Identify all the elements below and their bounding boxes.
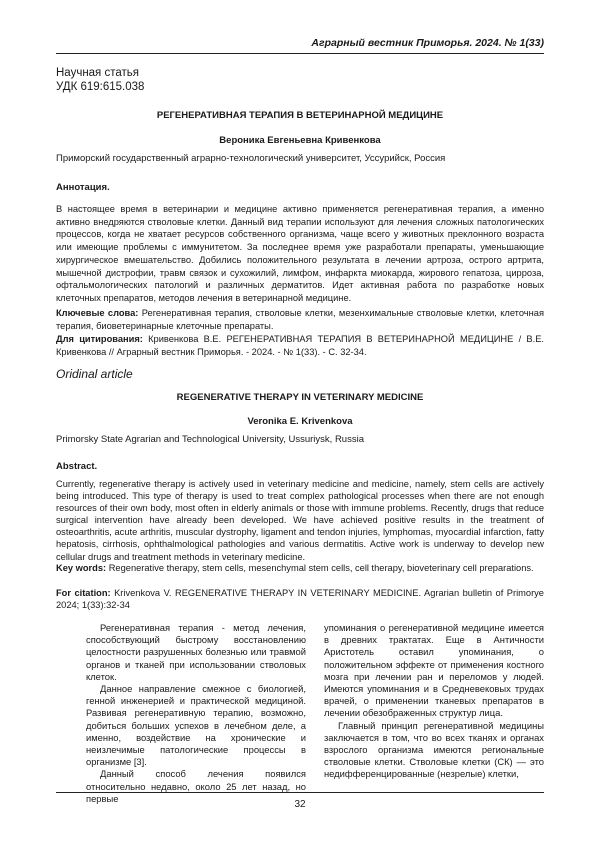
author-en: Veronika E. Krivenkova: [247, 416, 353, 427]
author-ru: Вероника Евгеньевна Кривенкова: [219, 135, 381, 146]
footer-rule: [56, 792, 544, 793]
abstract-ru: В настоящее время в ветеринарии и медицине активно применяется регенеративная терапия, а именно активно внедряются стволовые клетки. Данный вид терапии используют для лечения сложных патологических процессов, когда не хватает ресурсов собственного организма, чаще всего у животных преклонного возраста или имеющие проблемы с иммунитетом. За последнее время уже разработали препараты, уменьшающие хирургическое вмешательство. Добились положительного результата в лечении артроза, острого артрита, мышечной дистрофии, травм связок и сухожилий, лимфом, инфаркта миокарда, жирового гепатоза, цирроза, офтальмологических патологий и различных дерматитов. Идет активная работа по разработке новых клеточных препаратов, методов лечения в ветеринарной медицине.: [56, 204, 544, 303]
article-type-en: Oridinal article: [56, 367, 133, 381]
body-paragraph: Главный принцип регенеративной медицины заключается в том, что во всех тканях и органах взрослого организма имеются региональные стволовые клетки. Стволовые клетки (СК) — это недифференцированные (незрелые) клетки,: [324, 719, 544, 780]
running-header: Аграрный вестник Приморья. 2024. № 1(33): [311, 37, 544, 49]
citation-text-en: Krivenkova V. REGENERATIVE THERAPY IN VETERINARY MEDICINE. Agrarian bulletin of Primorye 2024; 1(33):32-34: [56, 588, 544, 611]
keywords-ru: [56, 307, 544, 332]
keywords-en: [56, 562, 544, 574]
body-column-right: [324, 622, 544, 805]
body-paragraph: упоминания о регенеративной медицине имеется в древних трактатах. Еще в Античности Аристотель оставил упоминания, о положительном эффекте от применения костного мозга при лечении ран и переломов у людей. Имеются упоминания и в Средневековых трудах врачей, о применении тканевых препаратов в лечении обезображенных структур лица.: [324, 622, 544, 719]
abstract-en: Currently, regenerative therapy is actively used in veterinary medicine and medicine, namely, stem cells are actively being introduced. This type of therapy is used to treat complex pathological processes when there are not enough resources of their own body, most often in elderly animals or those with immune problems. Recently, drugs that reduce surgical intervention have already been developed. We have achieved positive results in the treatment of osteoarthritis, acute arthritis, muscular dystrophy, ligament and tendon injuries, lymphomas, myocardial infarction, fatty hepatosis, cirrhosis, ophthalmological pathologies and various dermatitis. Active work is underway to develop new cellular drugs and treatment methods in veterinary medicine.: [56, 479, 544, 562]
body-paragraph: Данный способ лечения появился относительно недавно, около 25 лет назад, но первые: [86, 768, 306, 804]
keywords-label-ru: Ключевые слова:: [56, 308, 139, 318]
header-rule: [56, 53, 544, 54]
keywords-text-ru: Регенеративная терапия, стволовые клетки, мезенхимальные стволовые клетки, клеточная терапия, биоветеринарные клеточные препараты.: [56, 308, 544, 331]
citation-label-ru: Для цитирования:: [56, 334, 143, 344]
udc-code: УДК 619:615.038: [56, 81, 145, 93]
body-columns: [86, 622, 544, 805]
title-ru: РЕГЕНЕРАТИВНАЯ ТЕРАПИЯ В ВЕТЕРИНАРНОЙ МЕДИЦИНЕ: [156, 110, 444, 121]
body-paragraph: Данное направление смежное с биологией, генной инженерией и практической медициной. Развивая регенеративную терапию, возможно, добиться больших успехов в лечебном деле, а именно, воздействие на хронические и неизлечимые патологические процессы в организме [3].: [86, 683, 306, 768]
title-en: REGENERATIVE THERAPY IN VETERINARY MEDICINE: [176, 392, 424, 403]
citation-label-en: For citation:: [56, 588, 111, 598]
abstract-heading-ru: Аннотация.: [56, 182, 110, 193]
body-column-left: [86, 622, 306, 805]
abstract-heading-en: Abstract.: [56, 461, 98, 472]
body-paragraph: Регенеративная терапия - метод лечения, способствующий быстрому восстановлению целостности разрушенных болезнью или травмой органов и тканей при использовании стволовых клеток.: [86, 622, 306, 682]
keywords-text-en: Regenerative therapy, stem cells, mesenchymal stem cells, cell therapy, bioveterinary cell preparations.: [108, 563, 534, 573]
affiliation-en: Primorsky State Agrarian and Technological University, Ussuriysk, Russia: [56, 434, 364, 445]
article-type-ru: Научная статья: [56, 67, 139, 79]
page-number: 32: [294, 799, 306, 810]
affiliation-ru: Приморский государственный аграрно-технологический университет, Уссурийск, Россия: [56, 153, 446, 164]
keywords-label-en: Key words:: [56, 563, 107, 573]
citation-ru: [56, 333, 544, 358]
citation-text-ru: Кривенкова В.Е. РЕГЕНЕРАТИВНАЯ ТЕРАПИЯ В ВЕТЕРИНАРНОЙ МЕДИЦИНЕ / В.Е. Кривенкова // Аграрный вестник Приморья. - 2024. - № 1(33). - С. 32-34.: [56, 334, 544, 357]
citation-en: [56, 587, 544, 611]
